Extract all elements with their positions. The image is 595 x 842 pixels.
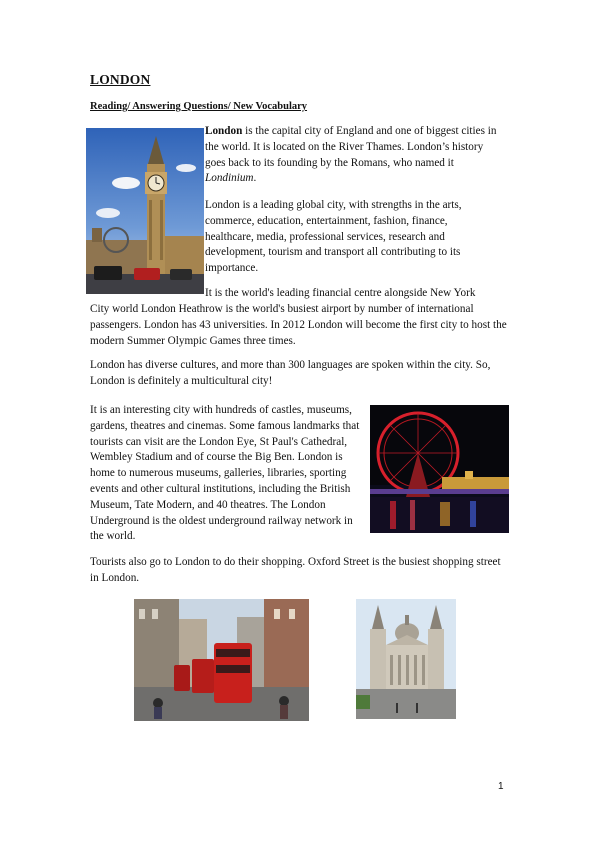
intro-end: . — [253, 172, 257, 185]
page-number: 1 — [498, 781, 504, 792]
paragraph-landmarks: It is an interesting city with hundreds of castles, museums, gardens, theatres and cinemas. Some famous landmarks that tourists can visit are the London Eye, St Paul's Cathedral, Wembley Stadium and of course the Big Ben. London is home to numerous museums, galleries, libraries, sporting events and other cultural institutions, including the British Museum, Tate Modern, and 40 theatres. The London Underground is the oldest underground railway network in the world. — [90, 404, 360, 543]
paragraph-global-city: London is a leading global city, with strengths in the arts, commerce, education, entertainment, fashion, finance, healthcare, media, professional services, research and development, tourism and transport all contributing to its importance. — [205, 199, 462, 275]
london-eye-photo — [370, 405, 509, 533]
intro-text: is the capital city of England and one of biggest cities in the world. It is located on the River Thames. London’s history goes back to its founding by the Romans, who named it — [205, 125, 497, 169]
intro-lead-word: London — [205, 125, 243, 137]
paragraph-finance-b: City world London Heathrow is the world's busiest airport by number of international passengers. London has 43 universities. In 2012 London will become the first city to host the modern Summer Olympic Games three times. — [90, 303, 507, 347]
st-pauls-photo — [356, 599, 456, 719]
paragraph-intro — [205, 124, 505, 187]
page-subtitle: Reading/ Answering Questions/ New Vocabulary — [90, 101, 308, 112]
oxford-street-photo — [134, 599, 309, 721]
paragraph-finance-a: It is the world's leading financial centre alongside New York — [205, 287, 476, 299]
big-ben-photo — [86, 128, 204, 294]
intro-italic: Londinium — [205, 172, 254, 185]
page-title: LONDON — [90, 72, 151, 87]
paragraph-shopping: Tourists also go to London to do their shopping. Oxford Street is the busiest shopping street in London. — [90, 556, 501, 584]
paragraph-cultures: London has diverse cultures, and more than 300 languages are spoken within the city. So, London is definitely a multicultural city! — [90, 359, 491, 387]
